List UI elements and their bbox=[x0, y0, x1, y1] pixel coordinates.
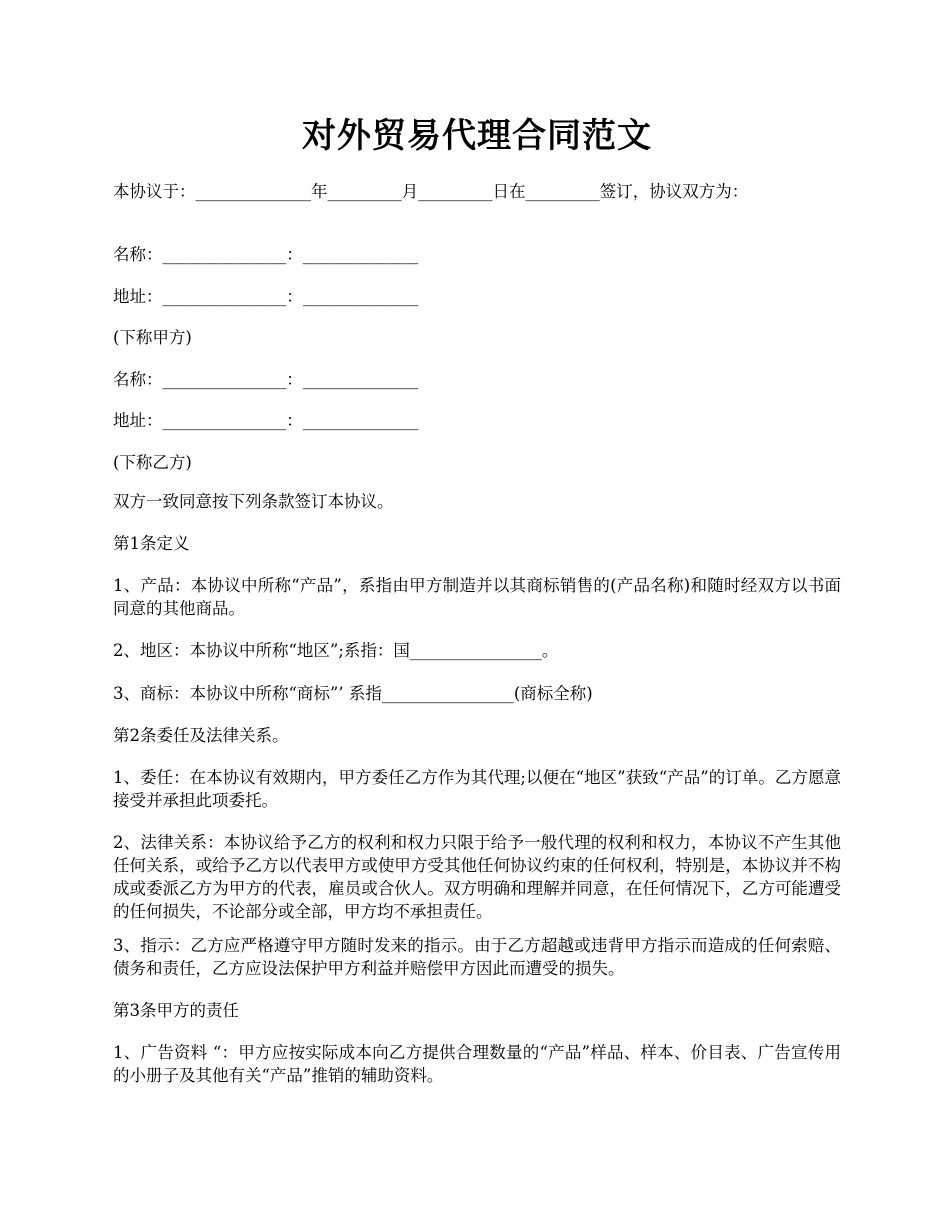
article-1-clause-3: 3、商标：本协议中所称“商标”’ 系指________________(商标全称) bbox=[113, 684, 593, 703]
article-2-clause-1: 1、委任：在本协议有效期内，甲方委任乙方作为其代理;以便在“地区”获致“产品”的订单。乙方愿意接受并承担此项委托。 bbox=[113, 768, 841, 810]
paragraph-preamble: 本协议于：______________年_________月_________日在_________签订，协议双方为： bbox=[113, 182, 749, 201]
article-1-clause-1: 1、产品：本协议中所称“产品”，系指由甲方制造并以其商标销售的(产品名称)和随时经双方以书面同意的其他商品。 bbox=[113, 576, 841, 618]
paragraph-party-a-label: (下称甲方) bbox=[113, 328, 192, 347]
article-1-clause-2: 2、地区：本协议中所称“地区”;系指：国________________。 bbox=[113, 641, 559, 660]
article-3-heading: 第3条甲方的责任 bbox=[113, 1001, 239, 1020]
paragraph-party-a-address: 地址：_______________：______________ bbox=[113, 287, 419, 306]
article-2-heading: 第2条委任及法律关系。 bbox=[113, 726, 289, 745]
paragraph-party-b-address: 地址：_______________：______________ bbox=[113, 411, 419, 430]
paragraph-party-a-name: 名称：_______________：______________ bbox=[113, 245, 419, 264]
document-title: 对外贸易代理合同范文 bbox=[302, 116, 652, 156]
article-1-heading: 第1条定义 bbox=[113, 534, 190, 553]
paragraph-party-b-name: 名称：_______________：______________ bbox=[113, 370, 419, 389]
article-2-clause-3: 3、指示：乙方应严格遵守甲方随时发来的指示。由于乙方超越或违背甲方指示而造成的任何索赔、债务和责任，乙方应设法保护甲方利益并赔偿甲方因此而遭受的损失。 bbox=[113, 936, 841, 978]
article-3-clause-1: 1、广告资料 “：甲方应按实际成本向乙方提供合理数量的“产品”样品、样本、价目表、广告宣传用的小册子及其他有关“产品”推销的辅助资料。 bbox=[113, 1043, 841, 1085]
paragraph-party-b-label: (下称乙方) bbox=[113, 453, 192, 472]
article-2-clause-2: 2、法律关系：本协议给予乙方的权利和权力只限于给予一般代理的权利和权力，本协议不产生其他任何关系，或给予乙方以代表甲方或使甲方受其他任何协议约束的任何权利，特别是，本协议并不构成或委派乙方为甲方的代表，雇员或合伙人。双方明确和理解并同意，在任何情况下，乙方可能遭受的任何损失，不论部分或全部，甲方均不承担责任。 bbox=[113, 833, 841, 921]
paragraph-agreement: 双方一致同意按下列条款签订本协议。 bbox=[113, 492, 394, 511]
